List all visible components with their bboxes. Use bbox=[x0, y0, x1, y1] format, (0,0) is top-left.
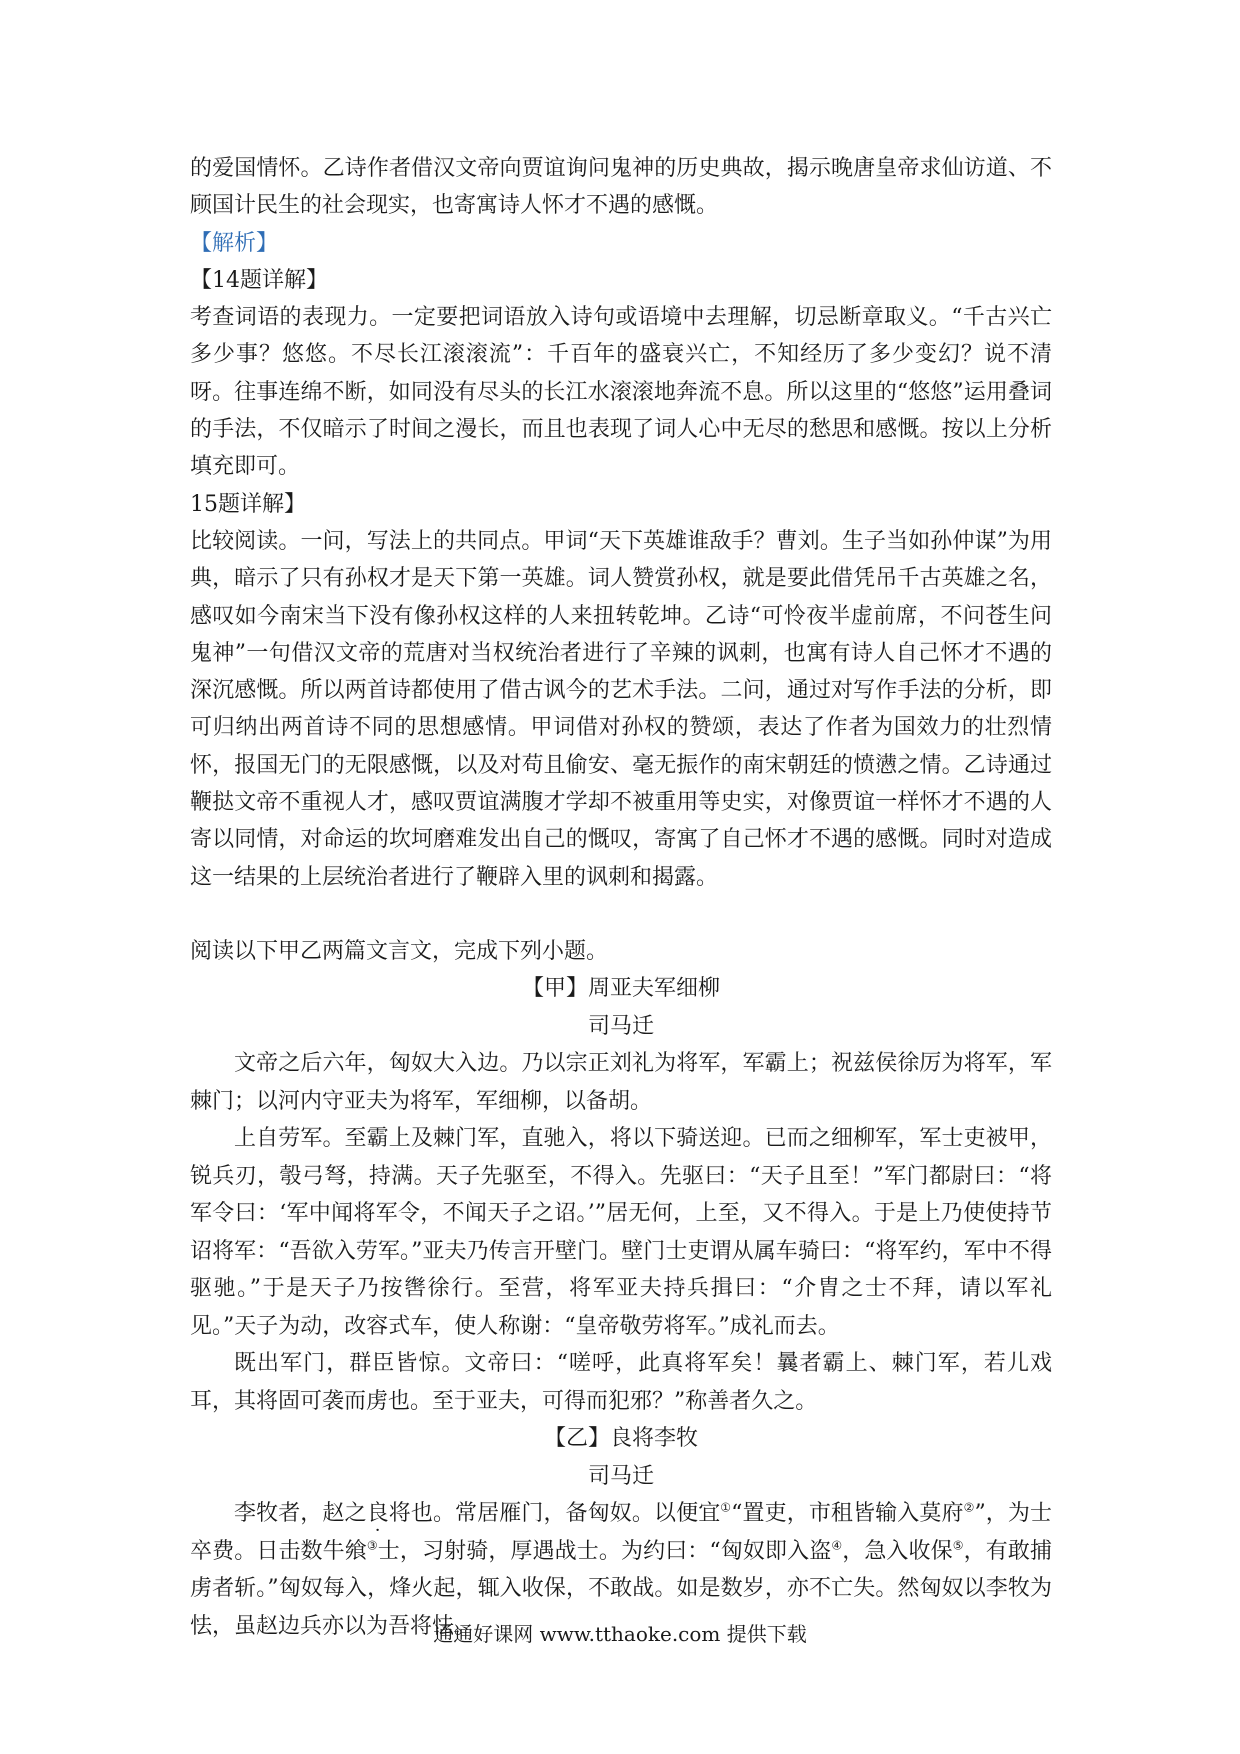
q14-label: 【14题详解】 bbox=[190, 267, 328, 293]
footnote-marker-3: ③ bbox=[366, 1538, 378, 1553]
footnote-marker-5: ⑤ bbox=[952, 1538, 964, 1553]
footnote-marker-1: ① bbox=[720, 1500, 732, 1515]
text-b-seg-e: 士，习射骑，厚遇战士。为约曰：“匈奴即入盗 bbox=[377, 1538, 832, 1564]
text-b-author: 司马迁 bbox=[587, 1463, 654, 1489]
analysis-label: 【解析】 bbox=[190, 230, 279, 256]
text-b-seg-d: ”，为士卒费。日击数牛飨 bbox=[190, 1501, 1052, 1564]
text-b-seg-a: 李牧者，赵 bbox=[234, 1501, 345, 1527]
q14-explanation: 考查词语的表现力。一定要把词语放入诗句或语境中去理解，切忌断章取义。“千古兴亡多少事？悠悠。不尽长江滚滚流”：千百年的盛衰兴亡，不知经历了多少变幻？说不清呀。往事连绵不断，如同没有尽头的长江水滚滚地奔流不息。所以这里的“悠悠”运用叠词的手法，不仅暗示了时间之漫长，而且也表现了词人心中无尽的愁思和感慨。按以上分析填充即可。 bbox=[190, 305, 1052, 480]
text-b-seg-b: 良将也。常居雁门，备匈奴。以便宜 bbox=[366, 1501, 721, 1527]
text-a-paragraph-2: 上自劳军。至霸上及棘门军，直驰入，将以下骑送迎。已而之细柳军，军士吏被甲，锐兵刃，彀弓弩，持满。天子先驱至，不得入。先驱曰：“天子且至！”军门都尉曰：“将军令曰：‘军中闻将军令，不闻天子之诏。’”居无何，上至，又不得入。于是上乃使使持节诏将军：“吾欲入劳军。”亚夫乃传言开壁门。壁门士吏谓从属车骑曰：“将军约，军中不得驱驰。”于是天子乃按辔徐行。至营，将军亚夫持兵揖曰：“介胄之士不拜，请以军礼见。”天子为动，改容式车，使人称谢：“皇帝敬劳将军。”成礼而去。 bbox=[190, 1126, 1052, 1339]
text-a-author: 司马迁 bbox=[587, 1013, 654, 1039]
footnote-marker-4: ④ bbox=[831, 1538, 843, 1553]
answer-tail-paragraph: 的爱国情怀。乙诗作者借汉文帝向贾谊询问鬼神的历史典故，揭示晚唐皇帝求仙访道、不顾国计民生的社会现实，也寄寓诗人怀才不遇的感慨。 bbox=[190, 156, 1052, 219]
page-content bbox=[190, 150, 1052, 1645]
q15-explanation: 比较阅读。一问，写法上的共同点。甲词“天下英雄谁敌手？曹刘。生子当如孙仲谋”为用典，暗示了只有孙权才是天下第一英雄。词人赞赏孙权，就是要此借凭吊千古英雄之名，感叹如今南宋当下没有像孙权这样的人来扭转乾坤。乙诗“可怜夜半虚前席，不问苍生问鬼神”一句借汉文帝的荒唐对当权统治者进行了辛辣的讽刺，也寓有诗人自己怀才不遇的深沉感慨。所以两首诗都使用了借古讽今的艺术手法。二问，通过对写作手法的分析，即可归纳出两首诗不同的思想感情。甲词借对孙权的赞颂，表达了作者为国效力的壮烈情怀，报国无门的无限感慨，以及对苟且偷安、毫无振作的南宋朝廷的愤懑之情。乙诗通过鞭挞文帝不重视人才，感叹贾谊满腹才学却不被重用等史实，对像贾谊一样怀才不遇的人寄以同情，对命运的坎坷磨难发出自己的慨叹，寄寓了自己怀才不遇的感慨。同时对造成这一结果的上层统治者进行了鞭辟入里的讽刺和揭露。 bbox=[190, 528, 1052, 890]
text-a-paragraph-1: 文帝之后六年，匈奴大入边。乃以宗正刘礼为将军，军霸上；祝兹侯徐厉为将军，军棘门；以河内守亚夫为将军，军细柳，以备胡。 bbox=[190, 1051, 1052, 1114]
section-spacer bbox=[190, 896, 1052, 933]
text-a-paragraph-3: 既出军门，群臣皆惊。文帝曰：“嗟呼，此真将军矣！曩者霸上、棘门军，若儿戏耳，其将固可袭而虏也。至于亚夫，可得而犯邪？”称善者久之。 bbox=[190, 1351, 1052, 1414]
text-b-seg-c: “置吏，市租皆输入莫府 bbox=[731, 1501, 964, 1527]
text-b-title: 【乙】良将李牧 bbox=[543, 1426, 698, 1452]
text-a-title: 【甲】周亚夫军细柳 bbox=[521, 976, 720, 1002]
q15-label: 15题详解】 bbox=[190, 491, 306, 517]
text-b-seg-f: ，急入收保 bbox=[842, 1538, 953, 1564]
footnote-marker-2: ② bbox=[963, 1500, 975, 1515]
text-b-seg-g: ，有敢捕虏者斩。”匈奴每入，烽火起，辄入收保，不敢战。如是数岁，亦不亡失。然匈奴以李牧为怯，虽赵边兵亦以为吾将怯。 bbox=[190, 1538, 1052, 1639]
page-footer: 通通好课网 www.tthaoke.com 提供下载 bbox=[433, 1622, 807, 1646]
dotted-char: 之 bbox=[344, 1501, 367, 1527]
reading-intro: 阅读以下甲乙两篇文言文，完成下列小题。 bbox=[190, 938, 609, 964]
